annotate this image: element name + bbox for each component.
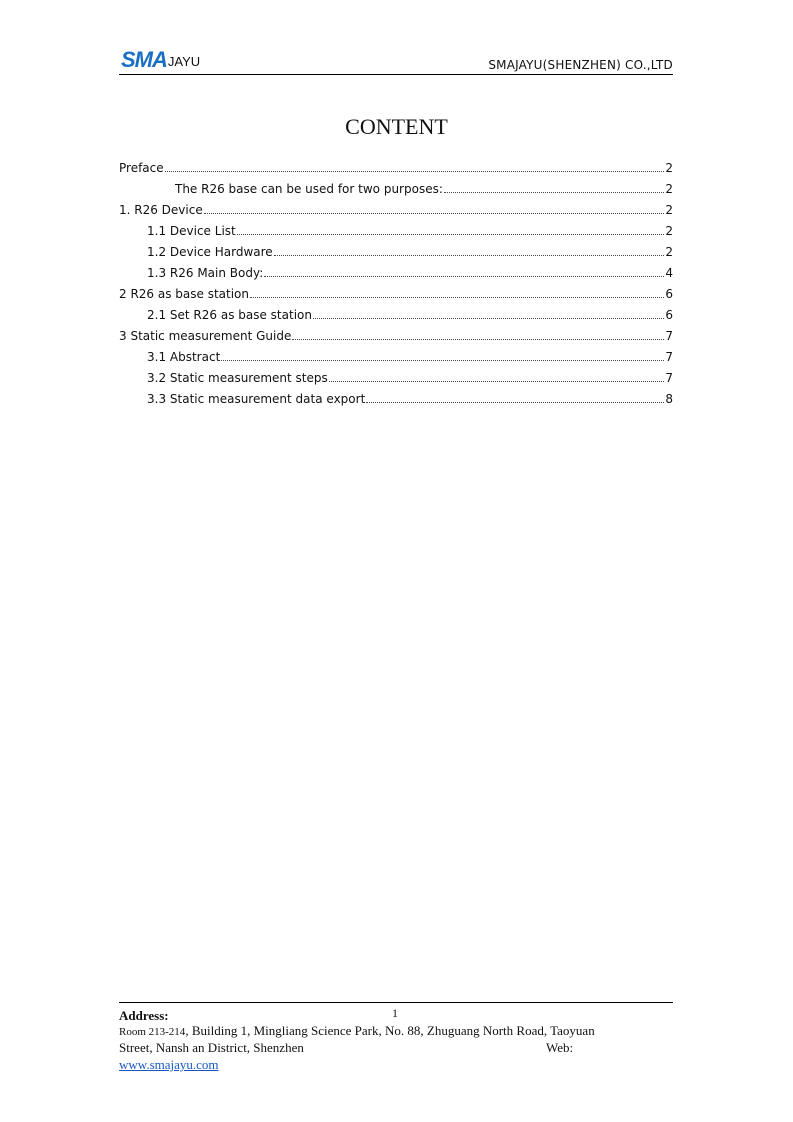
- toc-entry-set-base-station[interactable]: [147, 306, 673, 322]
- toc-leader-dots: [264, 275, 664, 277]
- toc-entry-label: 3 Static measurement Guide: [119, 329, 292, 343]
- toc-entry-page: 2: [665, 224, 673, 238]
- toc-entry-preface[interactable]: [119, 159, 673, 175]
- toc-entry-r26-device[interactable]: [119, 201, 673, 217]
- toc-entry-main-body[interactable]: [147, 264, 673, 280]
- page-footer: [119, 1002, 673, 1072]
- toc-entry-purposes[interactable]: [175, 180, 673, 196]
- toc-entry-label: 3.1 Abstract: [147, 350, 221, 364]
- address-line-1-rest: , Building 1, Mingliang Science Park, No. 88, Zhuguang North Road, Taoyuan: [185, 1023, 595, 1038]
- toc-leader-dots: [313, 317, 664, 319]
- logo-jayu-text: JAYU: [167, 54, 201, 69]
- toc-entry-page: 6: [665, 308, 673, 322]
- toc-entry-label: 2.1 Set R26 as base station: [147, 308, 312, 322]
- toc-entry-page: 4: [665, 266, 673, 280]
- address-label: Address:: [119, 1008, 169, 1023]
- toc-entry-page: 2: [665, 161, 673, 175]
- page-number: 1: [392, 1006, 398, 1020]
- toc-leader-dots: [274, 254, 665, 256]
- toc-leader-dots: [444, 191, 664, 193]
- logo-sma-text: SMA: [121, 47, 167, 72]
- toc-leader-dots: [250, 296, 664, 298]
- toc-entry-page: 2: [665, 203, 673, 217]
- toc-entry-data-export[interactable]: [147, 390, 673, 406]
- toc-entry-page: 2: [665, 182, 673, 196]
- toc-entry-page: 7: [665, 350, 673, 364]
- toc-entry-label: 3.3 Static measurement data export: [147, 392, 366, 406]
- address-line-2: Street, Nansh an District, Shenzhen: [119, 1040, 304, 1055]
- toc-entry-label: 2 R26 as base station: [119, 287, 250, 301]
- toc-entry-label: 1.1 Device List: [147, 224, 236, 238]
- toc-entry-static-steps[interactable]: [147, 369, 673, 385]
- toc-entry-static-guide[interactable]: [119, 327, 673, 343]
- web-label: Web:: [546, 1040, 574, 1055]
- address-room: Room 213-214: [119, 1026, 186, 1038]
- toc-entry-label: Preface: [119, 161, 164, 175]
- company-name: SMAJAYU(SHENZHEN) CO.,LTD: [488, 58, 673, 72]
- toc-entry-page: 2: [665, 245, 673, 259]
- toc-leader-dots: [329, 380, 665, 382]
- toc-entry-page: 7: [665, 329, 673, 343]
- toc-entry-label: 1.3 R26 Main Body:: [147, 266, 264, 280]
- toc-leader-dots: [165, 170, 665, 172]
- toc-leader-dots: [292, 338, 664, 340]
- toc-entry-device-list[interactable]: [147, 222, 673, 238]
- toc-leader-dots: [204, 212, 665, 214]
- toc-entry-label: The R26 base can be used for two purposes:: [175, 182, 443, 196]
- toc-entry-label: 3.2 Static measurement steps: [147, 371, 328, 385]
- company-logo: [121, 47, 200, 71]
- toc-entry-base-station[interactable]: [119, 285, 673, 301]
- toc-entry-page: 7: [665, 371, 673, 385]
- toc-entry-page: 8: [665, 392, 673, 406]
- page-header: [119, 46, 673, 75]
- toc-entry-label: 1.2 Device Hardware: [147, 245, 273, 259]
- address-line-1: [119, 1023, 595, 1039]
- toc-leader-dots: [221, 359, 664, 361]
- toc-leader-dots: [237, 233, 665, 235]
- toc-entry-page: 6: [665, 287, 673, 301]
- toc-entry-device-hardware[interactable]: [147, 243, 673, 259]
- page-title: CONTENT: [345, 114, 448, 139]
- toc-entry-label: 1. R26 Device: [119, 203, 203, 217]
- website-link[interactable]: www.smajayu.com: [119, 1057, 219, 1072]
- toc-leader-dots: [366, 401, 664, 403]
- toc-entry-abstract[interactable]: [147, 348, 673, 364]
